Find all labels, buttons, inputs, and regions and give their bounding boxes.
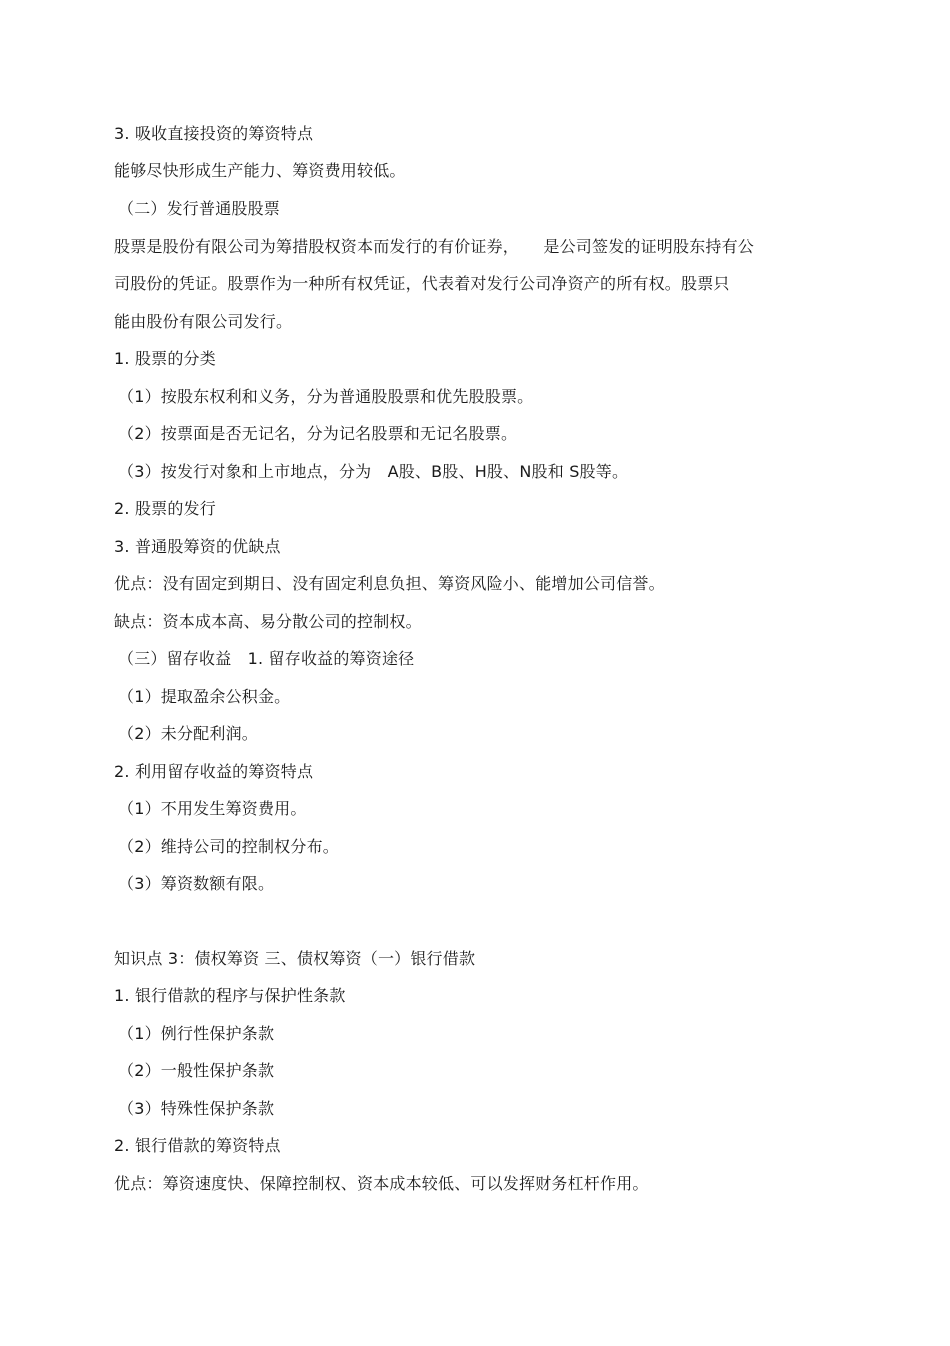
list-item: （2）一般性保护条款 bbox=[118, 1061, 275, 1080]
list-item: （2）未分配利润。 bbox=[118, 724, 258, 743]
heading-debt-financing: 知识点 3：债权筹资 三、债权筹资（一）银行借款 bbox=[114, 949, 476, 968]
heading-bank-loan-procedure: 1. 银行借款的程序与保护性条款 bbox=[114, 986, 346, 1005]
heading-stock-classification: 1. 股票的分类 bbox=[114, 349, 216, 368]
heading-bank-loan-features: 2. 银行借款的筹资特点 bbox=[114, 1136, 281, 1155]
paragraph-line: 优点：没有固定到期日、没有固定利息负担、筹资风险小、能增加公司信誉。 bbox=[114, 574, 665, 593]
heading-stock-issuance: 2. 股票的发行 bbox=[114, 499, 216, 518]
list-item: （1）例行性保护条款 bbox=[118, 1024, 275, 1043]
list-item: （3）特殊性保护条款 bbox=[118, 1099, 275, 1118]
section-heading-retained-earnings: （三）留存收益 1. 留存收益的筹资途径 bbox=[118, 649, 415, 668]
heading-retained-earnings-features: 2. 利用留存收益的筹资特点 bbox=[114, 762, 314, 781]
paragraph-line: 能够尽快形成生产能力、筹资费用较低。 bbox=[114, 161, 406, 180]
list-item: （1）提取盈余公积金。 bbox=[118, 687, 291, 706]
section-heading-common-stock: （二）发行普通股股票 bbox=[118, 199, 281, 218]
paragraph-line: 司股份的凭证。股票作为一种所有权凭证，代表着对发行公司净资产的所有权。股票只 bbox=[114, 274, 730, 293]
paragraph-line: 缺点：资本成本高、易分散公司的控制权。 bbox=[114, 612, 422, 631]
paragraph-line: 股票是股份有限公司为筹措股权资本而发行的有价证券， 是公司签发的证明股东持有公 bbox=[114, 237, 755, 256]
list-item: （2）维持公司的控制权分布。 bbox=[118, 837, 339, 856]
heading-direct-investment-features: 3. 吸收直接投资的筹资特点 bbox=[114, 124, 314, 143]
paragraph-line: 优点：筹资速度快、保障控制权、资本成本较低、可以发挥财务杠杆作用。 bbox=[114, 1174, 649, 1193]
paragraph-line: 能由股份有限公司发行。 bbox=[114, 312, 293, 331]
list-item: （1）不用发生筹资费用。 bbox=[118, 799, 307, 818]
list-item: （2）按票面是否无记名，分为记名股票和无记名股票。 bbox=[118, 424, 518, 443]
list-item: （1）按股东权利和义务，分为普通股股票和优先股股票。 bbox=[118, 387, 534, 406]
list-item: （3）筹资数额有限。 bbox=[118, 874, 275, 893]
list-item: （3）按发行对象和上市地点，分为 A股、B股、H股、N股和 S股等。 bbox=[118, 462, 629, 481]
heading-stock-pros-cons: 3. 普通股筹资的优缺点 bbox=[114, 537, 281, 556]
